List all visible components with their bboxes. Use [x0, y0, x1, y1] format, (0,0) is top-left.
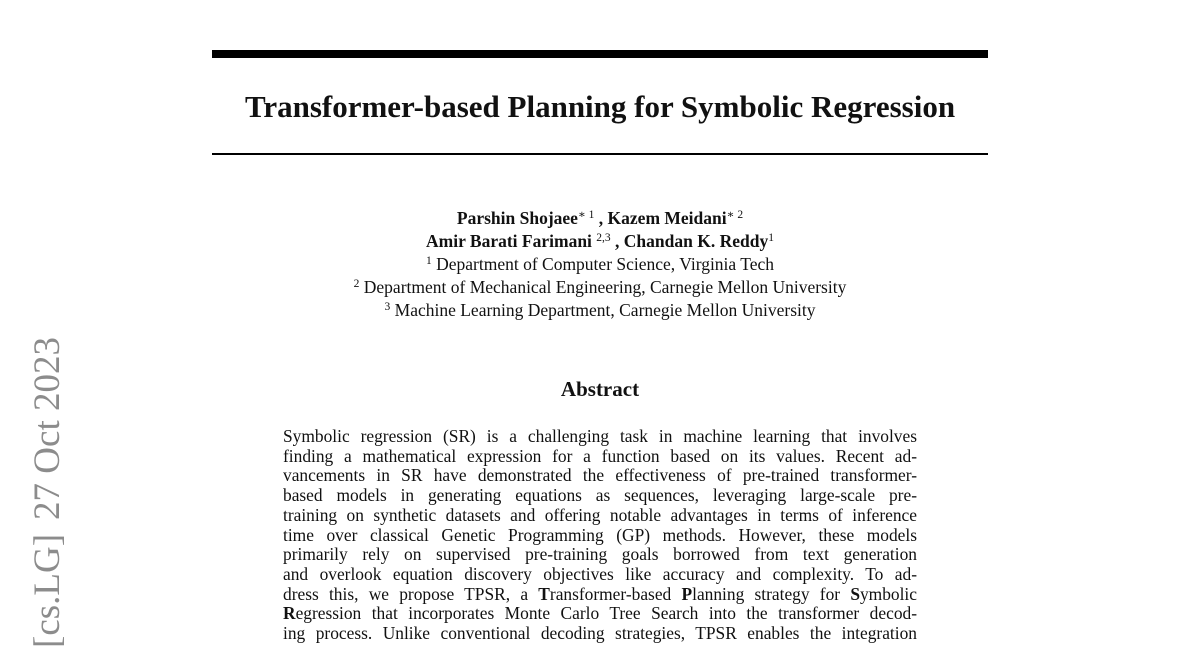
abstract-line: ing process. Unlike conventional decoding strategies, TPSR enables the integration — [283, 623, 917, 644]
title-bottom-rule — [212, 153, 988, 155]
affiliation — [212, 276, 988, 299]
tpsr-acronym-letter: S — [850, 583, 860, 604]
abstract-line — [283, 585, 917, 605]
author-separator: , — [598, 208, 604, 228]
abstract-text: dress this, we propose TPSR, a — [283, 583, 539, 604]
affiliation-mark: 1 — [425, 255, 432, 267]
abstract-text: lanning strategy for — [692, 583, 851, 604]
abstract-text: ransformer-based — [549, 583, 682, 604]
abstract-line: vancements in SR have demonstrated the effectiveness of pre-trained transformer- — [283, 465, 917, 486]
affiliation-mark: 3 — [384, 301, 391, 313]
affiliation-text: Department of Mechanical Engineering, Carnegie Mellon University — [363, 277, 847, 297]
author-separator: , — [615, 231, 620, 251]
affiliation-text: Machine Learning Department, Carnegie Mellon University — [394, 300, 816, 320]
abstract-line: finding a mathematical expression for a function based on its values. Recent ad- — [283, 445, 917, 466]
abstract-line: and overlook equation discovery objectives like accuracy and complexity. To ad- — [283, 563, 917, 584]
abstract-line — [283, 604, 917, 624]
affiliation-mark: 2 — [353, 278, 360, 290]
abstract-line: primarily rely on supervised pre-training goals borrowed from text generation — [283, 544, 917, 565]
tpsr-acronym-letter: P — [681, 583, 693, 604]
title-top-rule — [212, 50, 988, 58]
author-block — [212, 207, 988, 322]
tpsr-acronym-letter: R — [283, 603, 296, 624]
paper-title: Transformer-based Planning for Symbolic Regression — [244, 89, 956, 124]
author-line-1 — [212, 207, 988, 230]
abstract-text: egression that incorporates Monte Carlo Tree Search into the transformer decod- — [295, 603, 917, 624]
arxiv-identifier-stamp — [28, 337, 68, 648]
abstract-line: based models in generating equations as sequences, leveraging large-scale pre- — [283, 485, 917, 506]
abstract-heading: Abstract — [560, 377, 640, 401]
affiliation — [212, 299, 988, 322]
author-line-2 — [212, 230, 988, 253]
affiliation-text: Department of Computer Science, Virginia Tech — [436, 254, 775, 274]
author-marks: ∗ 2 — [726, 209, 744, 221]
arxiv-date: 27 Oct 2023 — [27, 337, 68, 520]
author-name: Amir Barati Farimani — [426, 231, 592, 251]
arxiv-category: [cs.LG] — [27, 533, 68, 648]
author-marks: ∗ 1 — [577, 209, 595, 221]
abstract-line: Symbolic regression (SR) is a challenging task in machine learning that involves — [283, 426, 917, 446]
abstract-body — [283, 427, 917, 644]
author-name: Kazem Meidani — [607, 208, 727, 228]
author-marks: 2,3 — [596, 232, 611, 244]
author-name: Chandan K. Reddy — [623, 231, 769, 251]
tpsr-acronym-letter: T — [538, 583, 550, 604]
author-name: Parshin Shojaee — [456, 208, 578, 228]
abstract-line: training on synthetic datasets and offering notable advantages in terms of inference — [283, 504, 917, 525]
abstract-line: time over classical Genetic Programming (GP) methods. However, these models — [283, 524, 917, 545]
abstract-text: ymbolic — [859, 583, 917, 604]
author-marks: 1 — [768, 232, 774, 244]
affiliation — [212, 253, 988, 276]
